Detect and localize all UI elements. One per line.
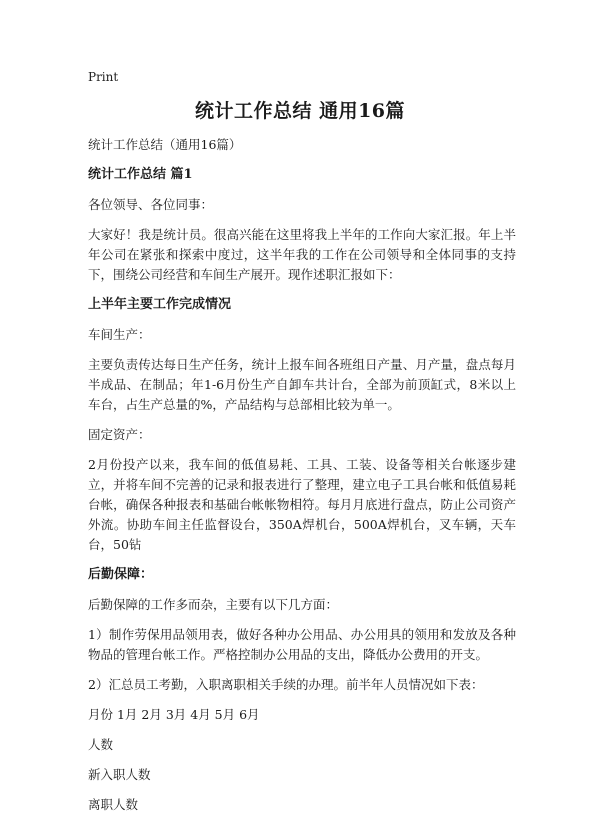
staff-table-header: 月份 1月 2月 3月 4月 5月 6月	[88, 707, 260, 722]
section-heading-1: 统计工作总结 篇1	[88, 167, 193, 182]
staff-row-new-hires: 新入职人数	[88, 767, 151, 782]
intro-paragraph: 大家好！我是统计员。很高兴能在这里将我上半年的工作向大家汇报。年上半年公司在紧张和探索中度过，这半年我的工作在公司领导和全体同事的支持下，围绕公司经营和车间生产展开。现作述职汇报如下：	[88, 227, 516, 282]
greeting: 各位领导、各位同事：	[88, 197, 214, 212]
staff-row-departures: 离职人数	[88, 797, 139, 812]
main-work-heading: 上半年主要工作完成情况	[88, 297, 232, 312]
document-body	[88, 135, 516, 825]
logistics-intro: 后勤保障的工作多而杂，主要有以下几方面：	[88, 597, 339, 612]
workshop-label: 车间生产：	[88, 327, 151, 342]
fixed-assets-paragraph: 2月份投产以来，我车间的低值易耗、工具、工装、设备等相关台帐逐步建立，并将车间不完善的记录和报表进行了整理，建立电子工具台帐和低值易耗台帐，确保各种报表和基础台帐帐物相符。每月月底进行盘点，防止公司资产外流。协助车间主任监督设台，350A焊机台，500A焊机台，叉车辆，天车台，50钻	[88, 457, 516, 552]
workshop-paragraph: 主要负责传达每日生产任务，统计上报车间各班组日产量、月产量，盘点每月半成品、在制品；年1-6月份生产自卸车共计台，全部为前顶缸式，8米以上车台，占生产总量的%，产品结构与总部相比较为单一。	[88, 357, 516, 412]
print-label: Print	[88, 70, 119, 84]
staff-row-people: 人数	[88, 737, 114, 752]
fixed-assets-label: 固定资产：	[88, 427, 151, 442]
logistics-item-1: 1）制作劳保用品领用表，做好各种办公用品、办公用具的领用和发放及各种物品的管理台帐工作。严格控制办公用品的支出，降低办公费用的开支。	[88, 627, 516, 662]
logistics-item-2: 2）汇总员工考勤，入职离职相关手续的办理。前半年人员情况如下表：	[88, 677, 484, 692]
document-subtitle: 统计工作总结（通用16篇）	[88, 137, 242, 152]
page-title: 统计工作总结 通用16篇	[194, 100, 406, 122]
logistics-heading: 后勤保障：	[88, 567, 154, 582]
